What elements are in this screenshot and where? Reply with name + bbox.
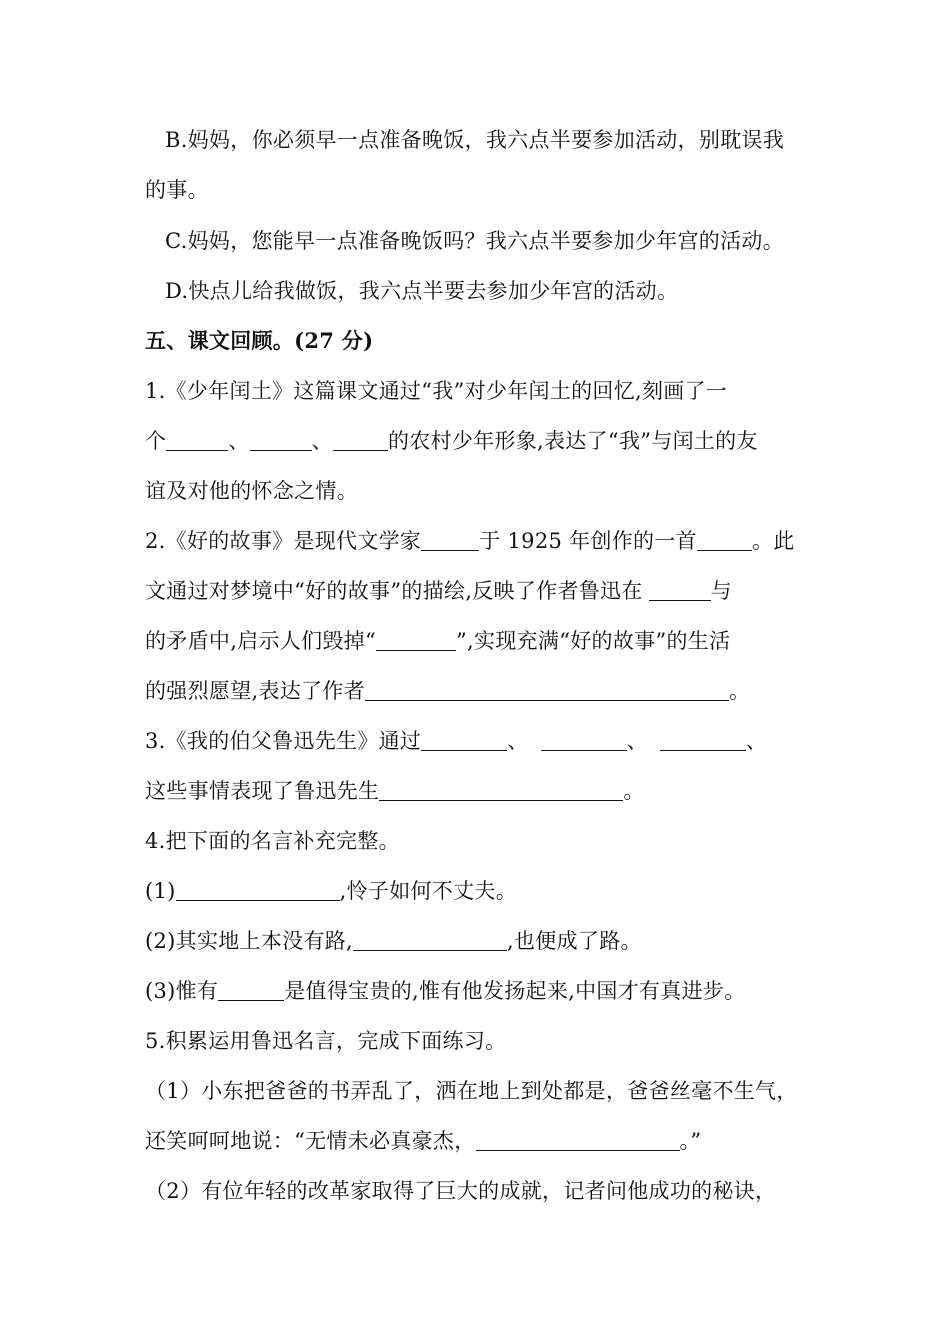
q3-blank-1[interactable] xyxy=(421,728,507,751)
q4-blank-3[interactable] xyxy=(218,978,284,1001)
q2-blank-genre[interactable] xyxy=(697,528,752,551)
option-b-line-2: 的事。 xyxy=(145,178,209,202)
q4-item-1-text-b: ,怜子如何不丈夫。 xyxy=(339,879,518,903)
q4-blank-1[interactable] xyxy=(176,878,340,901)
q2-blank-author[interactable] xyxy=(421,528,479,551)
q2-line-4 xyxy=(145,676,750,706)
q1-text-b: 、 xyxy=(228,429,250,453)
q3-line-1 xyxy=(145,726,767,756)
option-b-line-1: B.妈妈，你必须早一点准备晚饭，我六点半要参加活动，别耽误我 xyxy=(165,128,785,152)
q1-text-c: 、 xyxy=(311,429,333,453)
q4-item-3-text-a: (3)惟有 xyxy=(145,979,219,1003)
q3-blank-3[interactable] xyxy=(660,728,746,751)
q3-text-b: 、 xyxy=(507,729,529,753)
q2-text-h: 的强烈愿望,表达了作者 xyxy=(145,679,365,703)
q1-blank-1[interactable] xyxy=(166,428,228,451)
q2-blank-contrast[interactable] xyxy=(649,578,711,601)
q4-item-3 xyxy=(145,976,746,1006)
q2-text-e: 与 xyxy=(710,579,732,603)
section-five-heading: 五、课文回顾。(27 分) xyxy=(145,328,374,353)
q4-title: 4.把下面的名言补充完整。 xyxy=(145,829,400,853)
q4-item-1-text-a: (1) xyxy=(145,879,176,903)
q4-item-2 xyxy=(145,926,642,956)
q4-item-2-text-a: (2)其实地上本没有路, xyxy=(145,929,354,953)
q4-item-3-text-b: 是值得宝贵的,惟有他发扬起来,中国才有真进步。 xyxy=(284,979,746,1003)
q5-item-1-text-a: 还笑呵呵地说：“无情未必真豪杰， xyxy=(145,1129,476,1153)
q2-text-a: 2.《好的故事》是现代文学家 xyxy=(145,529,422,553)
q3-text-d: 、 xyxy=(745,729,768,753)
q4-blank-2[interactable] xyxy=(353,928,507,951)
q1-blank-2[interactable] xyxy=(250,428,312,451)
q2-text-g: ”,实现充满“好的故事”的生活 xyxy=(456,629,731,653)
q2-text-c: 。此 xyxy=(751,529,795,553)
q2-text-f: 的矛盾中,启示人们毁掉“ xyxy=(145,629,377,653)
q2-line-3 xyxy=(145,626,730,656)
q1-text-a: 个 xyxy=(145,429,167,453)
q1-text-d: 的农村少年形象,表达了“我”与闰土的友 xyxy=(387,429,758,453)
q3-text-e: 这些事情表现了鲁迅先生 xyxy=(145,779,380,803)
q2-line-1 xyxy=(145,526,795,556)
q1-line-1: 1.《少年闰土》这篇课文通过“我”对少年闰土的回忆,刻画了一 xyxy=(145,379,728,403)
q5-item-2-line-1: （2）有位年轻的改革家取得了巨大的成就，记者问他成功的秘诀， xyxy=(145,1179,777,1203)
q4-item-2-text-b: ,也便成了路。 xyxy=(507,929,642,953)
q2-blank-feeling[interactable] xyxy=(365,678,729,701)
q5-blank-1[interactable] xyxy=(476,1128,680,1151)
q5-item-1-line-1: （1）小东把爸爸的书弄乱了，洒在地上到处都是，爸爸丝毫不生气， xyxy=(145,1079,798,1103)
q4-item-1 xyxy=(145,876,517,906)
q1-blank-3[interactable] xyxy=(333,428,388,451)
q3-line-2 xyxy=(145,776,645,806)
q1-line-3: 谊及对他的怀念之情。 xyxy=(145,479,358,503)
q3-text-f: 。 xyxy=(623,779,645,803)
q2-line-2 xyxy=(145,576,732,606)
q5-title: 5.积累运用鲁迅名言，完成下面练习。 xyxy=(145,1029,507,1053)
q3-text-c: 、 xyxy=(626,729,648,753)
q5-item-1-line-2 xyxy=(145,1126,701,1156)
q1-line-2 xyxy=(145,426,758,456)
q2-text-i: 。 xyxy=(728,679,751,703)
option-d: D.快点儿给我做饭，我六点半要去参加少年宫的活动。 xyxy=(165,279,679,303)
q3-blank-trait[interactable] xyxy=(379,778,623,801)
q2-text-d: 文通过对梦境中“好的故事”的描绘,反映了作者鲁迅在 xyxy=(145,579,643,603)
option-c: C.妈妈，您能早一点准备晚饭吗？我六点半要参加少年宫的活动。 xyxy=(165,229,784,253)
q3-blank-2[interactable] xyxy=(541,728,627,751)
q2-blank-quote[interactable] xyxy=(376,628,456,651)
q3-text-a: 3.《我的伯父鲁迅先生》通过 xyxy=(145,729,422,753)
q2-text-b: 于 1925 年创作的一首 xyxy=(479,529,697,553)
q5-item-1-text-b: 。” xyxy=(679,1129,702,1153)
